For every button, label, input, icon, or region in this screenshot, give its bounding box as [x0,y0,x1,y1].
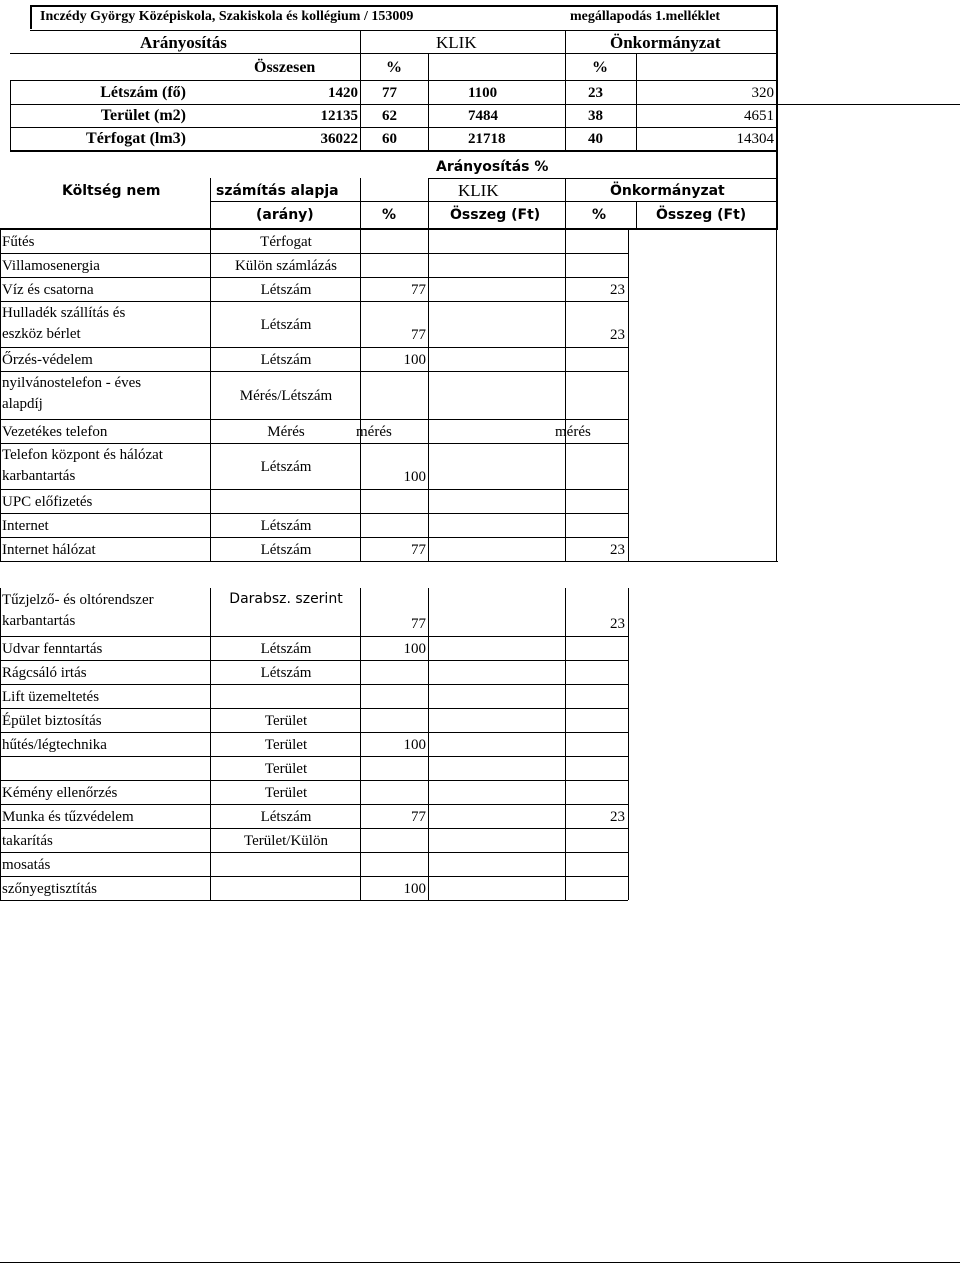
ratio-row-klik-pct: 62 [382,108,397,124]
cost-row-name: mosatás [2,857,51,873]
appendix-label: megállapodás 1.melléklet [570,9,721,24]
line [636,53,637,152]
line [428,732,429,756]
ratio-klik-header: KLIK [436,33,477,52]
cost-row-name: nyilvánostelefon - éves [2,375,142,391]
cost-row-basis: Létszám [260,282,312,298]
line [0,253,1,277]
line [210,588,211,636]
cost-row-basis: Terület [264,761,308,777]
line [428,277,429,301]
line [0,636,1,660]
line [210,277,211,301]
line [0,708,1,732]
line [360,253,361,277]
cost-row-klik: mérés [356,424,392,440]
line [0,277,628,278]
line [0,660,1,684]
line [0,253,628,254]
line [0,900,628,901]
line [428,178,429,228]
cost-row-basis: Létszám [260,317,312,333]
line [210,636,211,660]
cost-row-name: Munka és tűzvédelem [2,809,134,825]
cost-name-header: Költség nem [62,183,161,199]
line [0,489,1,513]
line [776,229,777,561]
cost-row-name: Internet hálózat [2,542,96,558]
line [0,852,1,876]
line [0,756,628,757]
line [0,228,778,230]
cost-row-name: Villamosenergia [2,258,100,274]
line [360,443,361,489]
line [0,804,1,828]
line [0,828,1,852]
line [0,876,1,900]
line [628,253,629,277]
line [565,371,566,419]
cost-sum-header: Összeg (Ft) [450,207,541,223]
line [360,513,361,537]
line [0,660,628,661]
line [628,684,629,708]
line [628,708,629,732]
ratio-total-header: Összesen [254,59,316,76]
line [428,804,429,828]
line [210,660,211,684]
line [0,804,628,805]
line [628,489,629,513]
line [210,828,211,852]
cost-row-name: Telefon központ és hálózat [2,447,163,463]
ratio-row-label: Terület (m2) [100,107,186,124]
ratio-row-total: 36022 [320,131,358,147]
ratio-row-klik-val: 1100 [468,85,498,101]
line [428,301,429,347]
ratio-onk-header: Önkormányzat [610,33,721,52]
ratio-row-klik-pct: 60 [382,131,397,147]
line [360,708,361,732]
line [210,513,211,537]
line [0,301,1,347]
line [0,708,628,709]
line [0,229,1,253]
cost-row-name: Őrzés-védelem [2,352,93,368]
cost-row-klik: 100 [403,737,426,753]
line [776,150,778,230]
cost-row-klik: 77 [411,282,426,298]
line [628,828,629,852]
line [628,732,629,756]
line [10,80,778,81]
line [628,804,629,828]
cost-row-klik: 100 [403,352,426,368]
cost-row-name: Internet [2,518,49,534]
line [428,489,429,513]
cost-row-name: szőnyegtisztítás [2,881,97,897]
line [628,443,629,489]
cost-row-basis: Térfogat [260,234,312,250]
line [210,347,211,371]
line [565,229,566,253]
line [565,732,566,756]
cost-row-klik: 77 [411,542,426,558]
line [628,513,629,537]
cost-row-name: Rágcsáló irtás [2,665,87,681]
ratio-row-onk-pct: 40 [588,131,603,147]
line [0,371,628,372]
line [428,419,429,443]
cost-row-name: Udvar fenntartás [2,641,103,657]
line [428,253,429,277]
footer-line [0,1262,960,1263]
cost-row-name: Tűzjelző- és oltórendszer [2,592,154,608]
line [360,489,361,513]
ratio-pct-header: % [386,59,402,76]
line [428,53,429,152]
line [360,277,361,301]
line [210,876,211,900]
line [0,756,1,780]
line [0,780,1,804]
line [776,5,778,152]
line [428,876,429,900]
line [360,537,361,561]
line [628,229,629,253]
cost-row-name: Fűtés [2,234,35,250]
line [210,443,211,489]
cost-row-name: takarítás [2,833,53,849]
line [0,371,1,419]
cost-row-basis: Létszám [260,542,312,558]
line [0,419,628,420]
line [428,588,429,636]
line [360,876,361,900]
line [0,489,628,490]
line [0,419,1,443]
line [0,684,628,685]
line [628,277,629,301]
line [210,229,211,253]
line [428,756,429,780]
line [360,347,361,371]
cost-basis-header: számítás alapja [216,183,339,199]
ratio-row-onk-val: 4651 [744,108,774,124]
line [0,852,628,853]
line [565,852,566,876]
cost-pct2-header: % [592,207,607,223]
ratio-row-total: 1420 [328,85,358,101]
cost-row-basis: Létszám [260,641,312,657]
line [428,660,429,684]
line [360,30,361,152]
line [565,588,566,636]
cost-row-klik: 100 [403,641,426,657]
line [360,660,361,684]
cost-row-klik: 77 [411,327,426,343]
line [0,732,1,756]
line [0,277,1,301]
ratio-row-label: Létszám (fő) [100,84,186,101]
line [360,301,361,347]
line [0,443,628,444]
line [565,443,566,489]
cost-klik-header: KLIK [458,181,499,200]
line [210,804,211,828]
line [628,588,629,636]
cost-row-klik: 100 [403,469,426,485]
line [360,229,361,253]
cost-row-klik: 77 [411,616,426,632]
cost-row-basis: Mérés [267,424,305,440]
cost-row-name: Kémény ellenőrzés [2,785,118,801]
ratio-row-klik-val: 21718 [468,131,506,147]
cost-row-klik: 77 [411,809,426,825]
line [628,636,629,660]
line [428,229,429,253]
line [210,756,211,780]
line [565,30,566,152]
line [360,684,361,708]
line [0,347,628,348]
line [0,443,1,489]
cost-row-basis: Létszám [260,518,312,534]
cost-row-name-2: karbantartás [2,468,76,484]
cost-row-name: Hulladék szállítás és [2,305,126,321]
ratio-row-onk-val: 320 [751,85,774,101]
line [628,852,629,876]
line [428,371,429,419]
line [628,347,629,371]
line [0,513,1,537]
line [210,732,211,756]
line [210,301,211,347]
line [10,53,778,54]
line [628,537,629,561]
cost-row-name: Víz és csatorna [2,282,94,298]
line [565,756,566,780]
line [210,419,211,443]
line [628,301,629,347]
line [428,347,429,371]
line [428,780,429,804]
cost-pct-header: % [382,207,397,223]
cost-row-name-2: karbantartás [2,613,76,629]
line [565,636,566,660]
line [565,347,566,371]
line [428,178,778,179]
line [360,178,361,228]
line [565,708,566,732]
line [565,253,566,277]
cost-row-name: UPC előfizetés [2,494,93,510]
line [628,876,629,900]
line [428,684,429,708]
line [565,178,566,228]
cost-row-name-2: alapdíj [2,396,43,412]
line [428,708,429,732]
line [565,876,566,900]
cost-row-basis: Terület [264,785,308,801]
line [0,537,628,538]
line [0,347,1,371]
line [210,371,211,419]
line [628,660,629,684]
line [10,80,11,152]
cost-row-basis: Terület [264,713,308,729]
line [565,684,566,708]
cost-row-basis: Létszám [260,809,312,825]
line [210,489,211,513]
ratio-pct2-header: % [592,59,608,76]
line [428,513,429,537]
cost-row-klik: 100 [403,881,426,897]
cost-row-onk: 23 [610,327,625,343]
cost-row-onk: 23 [610,282,625,298]
line [0,732,628,733]
cost-row-basis: Külön számlázás [234,258,338,274]
line [360,756,361,780]
cost-ratio-header: Arányosítás % [436,159,549,175]
cost-row-basis: Terület/Külön [244,833,328,849]
line [428,537,429,561]
school-title: Inczédy György Középiskola, Szakiskola és kollégium / 153009 [40,9,414,24]
line [565,277,566,301]
line [10,150,778,152]
line [628,371,629,419]
line [0,636,628,637]
line [10,127,778,128]
ratio-row-klik-val: 7484 [468,108,498,124]
line [628,419,629,443]
cost-row-basis: Létszám [260,352,312,368]
line [210,684,211,708]
line [0,513,628,514]
cost-sum2-header: Összeg (Ft) [656,207,747,223]
cost-row-onk: mérés [555,424,591,440]
cost-row-onk: 23 [610,542,625,558]
ratio-row-onk-val: 14304 [736,131,774,147]
line [0,828,628,829]
line [10,104,960,105]
line [628,756,629,780]
line [565,537,566,561]
line [210,178,211,228]
line [30,30,778,31]
line [565,804,566,828]
cost-row-name: Vezetékes telefon [2,424,108,440]
ratio-row-onk-pct: 38 [588,108,603,124]
line [210,253,211,277]
line [0,588,1,636]
line [360,636,361,660]
line [636,201,637,228]
line [0,684,1,708]
line [565,828,566,852]
line [0,561,778,562]
cost-row-onk: 23 [610,616,625,632]
line [565,489,566,513]
line [565,301,566,347]
line [360,828,361,852]
line [360,804,361,828]
line [428,636,429,660]
line [428,443,429,489]
line [30,5,778,7]
line [0,537,1,561]
line [210,537,211,561]
ratio-row-onk-pct: 23 [588,85,603,101]
line [360,588,361,636]
line [210,201,778,202]
line [428,828,429,852]
line [565,513,566,537]
cost-basis-header-2: (arány) [256,207,314,223]
line [210,852,211,876]
cost-row-basis: Darabsz. szerint [229,591,343,607]
line [210,780,211,804]
ratio-row-label: Térfogat (lm3) [86,130,186,147]
line [210,708,211,732]
line [428,852,429,876]
cost-row-name: Lift üzemeltetés [2,689,100,705]
line [565,660,566,684]
cost-row-name: Épület biztosítás [2,713,102,729]
line [628,780,629,804]
cost-onk-header: Önkormányzat [610,183,725,199]
cost-row-basis: Terület [264,737,308,753]
line [360,732,361,756]
line [0,876,628,877]
line [360,371,361,419]
cost-row-name-2: eszköz bérlet [2,326,81,342]
cost-row-basis: Létszám [260,459,312,475]
line [30,5,32,29]
cost-row-name: hűtés/légtechnika [2,737,107,753]
line [360,780,361,804]
line [0,301,628,302]
line [0,780,628,781]
cost-row-basis: Létszám [260,665,312,681]
ratio-title: Arányosítás [140,33,227,52]
ratio-row-total: 12135 [320,108,358,124]
cost-row-onk: 23 [610,809,625,825]
line [360,852,361,876]
ratio-row-klik-pct: 77 [382,85,397,101]
cost-row-basis: Mérés/Létszám [239,388,333,404]
line [565,780,566,804]
